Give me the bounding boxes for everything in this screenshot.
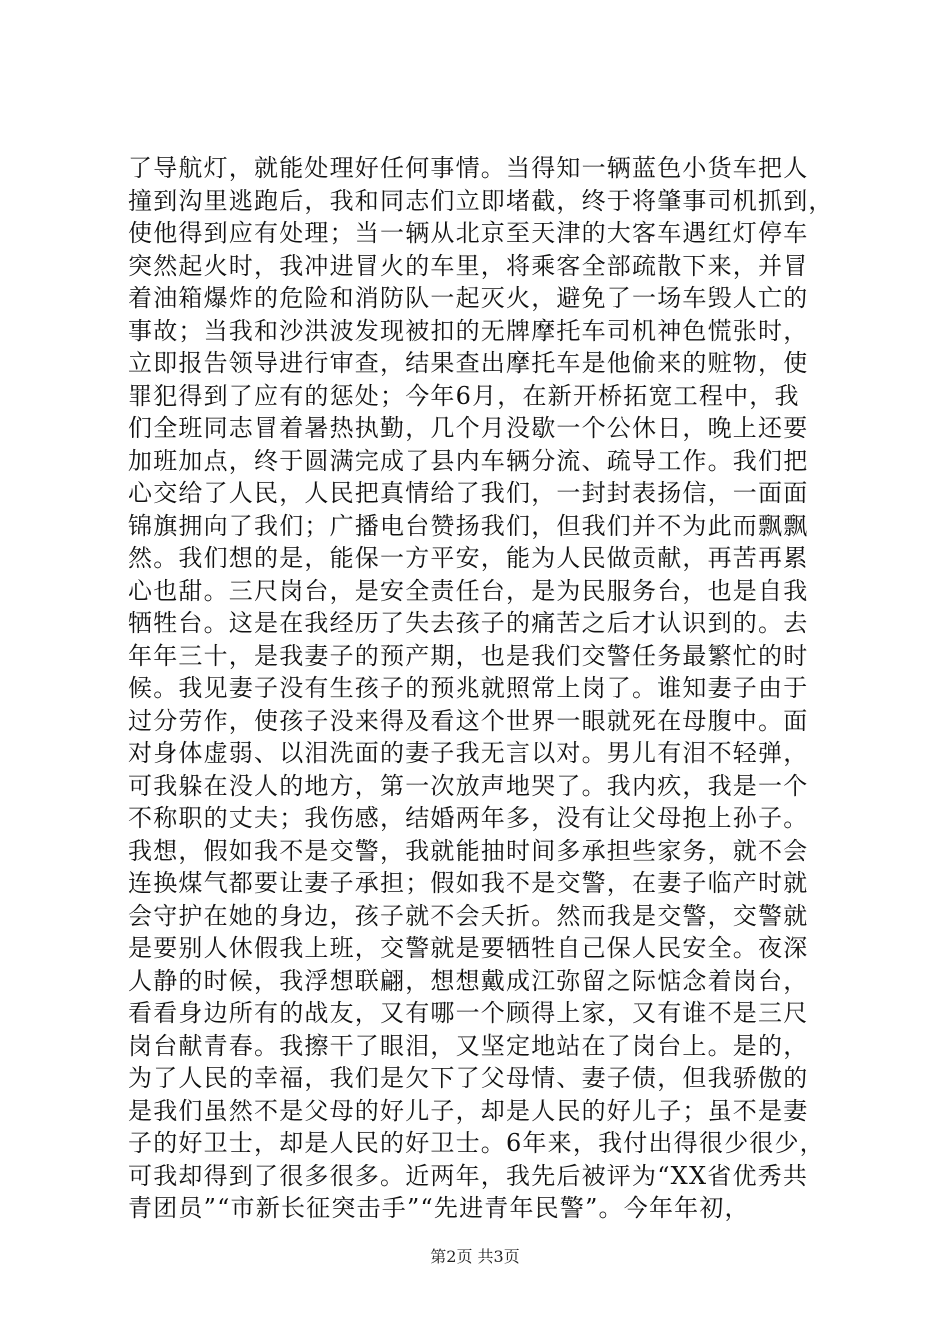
text-line: 突然起火时，我冲进冒火的车里，将乘客全部疏散下来，并冒 (128, 251, 809, 280)
text-line: 然。我们想的是，能保一方平安，能为人民做贡献，再苦再累 (128, 544, 809, 572)
text-line: 了导航灯，就能处理好任何事情。当得知一辆蓝色小货车把人 (128, 154, 809, 182)
body-text (128, 152, 834, 1225)
text-line: 可我却得到了很多很多。近两年，我先后被评为“XX省优秀共 (128, 1161, 809, 1190)
text-line: 使他得到应有处理；当一辆从北京至天津的大客车遇红灯停车 (128, 219, 809, 247)
text-line: 岗台献青春。我擦干了眼泪，又坚定地站在了岗台上。是的， (128, 1031, 809, 1060)
text-line: 是要别人休假我上班，交警就是要牺牲自己保人民安全。夜深 (128, 934, 809, 962)
text-line: 年年三十，是我妻子的预产期，也是我们交警任务最繁忙的时 (128, 641, 809, 670)
text-line: 看看身边所有的战友，又有哪一个顾得上家，又有谁不是三尺 (128, 999, 809, 1027)
text-line: 为了人民的幸福，我们是欠下了父母情、妻子债，但我骄傲的 (128, 1064, 809, 1092)
text-line: 会守护在她的身边，孩子就不会夭折。然而我是交警，交警就 (128, 901, 809, 930)
text-line: 人静的时候，我浮想联翩，想想戴成江弥留之际惦念着岗台， (128, 966, 809, 995)
text-line: 心也甜。三尺岗台，是安全责任台，是为民服务台，也是自我 (128, 576, 809, 605)
text-line: 撞到沟里逃跑后，我和同志们立即堵截，终于将肇事司机抓到， (128, 186, 834, 215)
text-line: 连换煤气都要让妻子承担；假如我不是交警，在妻子临产时就 (128, 869, 809, 897)
text-line: 我想，假如我不是交警，我就能抽时间多承担些家务，就不会 (128, 836, 809, 865)
text-line: 们全班同志冒着暑热执勤，几个月没歇一个公休日，晚上还要 (128, 414, 809, 442)
text-line: 青团员”“市新长征突击手”“先进青年民警”。今年年初， (128, 1194, 750, 1222)
text-line: 罪犯得到了应有的惩处；今年6月，在新开桥拓宽工程中，我 (128, 381, 800, 410)
text-line: 不称职的丈夫；我伤感，结婚两年多，没有让父母抱上孙子。 (128, 804, 809, 832)
text-line: 牺牲台。这是在我经历了失去孩子的痛苦之后才认识到的。去 (128, 609, 809, 637)
text-line: 候。我见妻子没有生孩子的预兆就照常上岗了。谁知妻子由于 (128, 674, 809, 702)
text-line: 锦旗拥向了我们；广播电台赞扬我们，但我们并不为此而飘飘 (128, 511, 809, 540)
text-line: 是我们虽然不是父母的好儿子，却是人民的好儿子；虽不是妻 (128, 1096, 809, 1125)
page-footer: 第2页 共3页 (430, 1247, 520, 1266)
text-line: 子的好卫士，却是人民的好卫士。6年来，我付出得很少很少， (128, 1129, 825, 1157)
text-line: 事故；当我和沙洪波发现被扣的无牌摩托车司机神色慌张时， (128, 316, 809, 345)
text-line: 立即报告领导进行审查，结果查出摩托车是他偷来的赃物，使 (128, 349, 809, 377)
text-line: 过分劳作，使孩子没来得及看这个世界一眼就死在母腹中。面 (128, 706, 809, 735)
text-line: 加班加点，终于圆满完成了县内车辆分流、疏导工作。我们把 (128, 446, 809, 475)
text-line: 着油箱爆炸的危险和消防队一起灭火，避免了一场车毁人亡的 (128, 284, 809, 312)
text-line: 心交给了人民，人民把真情给了我们，一封封表扬信，一面面 (128, 479, 809, 507)
text-line: 可我躲在没人的地方，第一次放声地哭了。我内疚，我是一个 (128, 771, 809, 800)
text-line: 对身体虚弱、以泪洗面的妻子我无言以对。男儿有泪不轻弹， (128, 739, 809, 767)
